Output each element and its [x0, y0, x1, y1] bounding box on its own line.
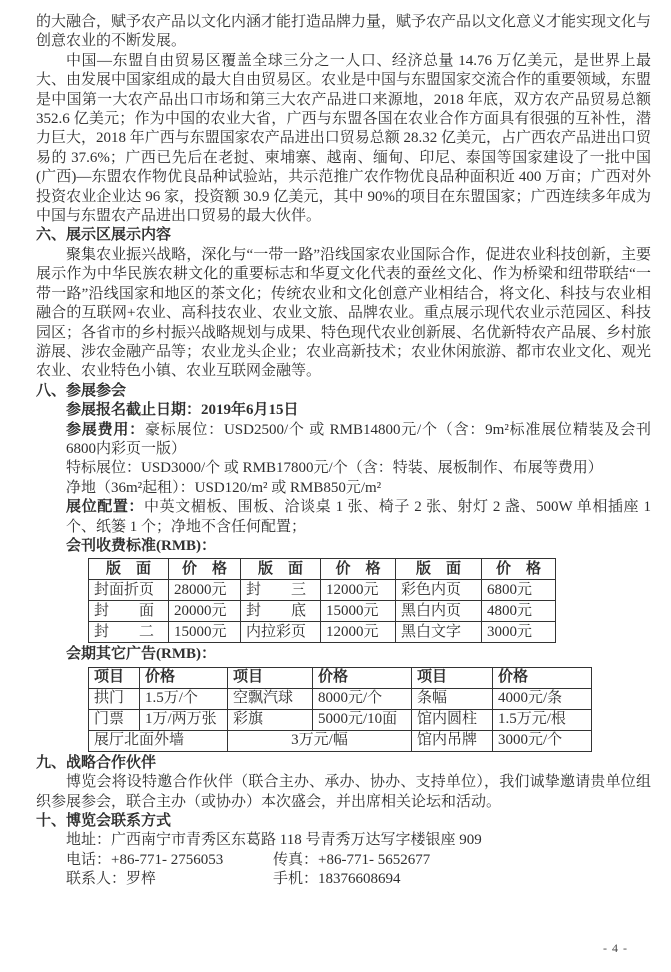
ads-table-caption: 会期其它广告(RMB)：	[66, 646, 216, 663]
table-cell: 1万/两万张	[140, 709, 228, 730]
table-cell: 内拉彩页	[241, 622, 321, 643]
table-cell: 拱门	[89, 688, 140, 709]
column-header: 版 面	[241, 559, 321, 580]
table-cell: 3000元	[482, 622, 556, 643]
table-cell: 4800元	[482, 601, 556, 622]
table-row	[89, 730, 592, 751]
table-cell-merged: 3万元/幅	[228, 730, 412, 751]
table-cell: 封 底	[241, 601, 321, 622]
contact-mobile: 手机：18376608694	[273, 871, 401, 888]
section-title-display-area: 六、展示区展示内容	[36, 227, 172, 244]
table-header-row	[89, 667, 592, 688]
contact-phone: 电话：+86-771- 2756053	[66, 851, 224, 868]
table-cell: 3000元/个	[493, 730, 592, 751]
table-cell: 封 面	[89, 601, 169, 622]
other-ads-price-table	[88, 667, 592, 752]
contact-fax: 传真：+86-771- 5652677	[273, 851, 431, 868]
table-row	[89, 622, 556, 643]
contact-person: 联系人：罗椊	[66, 871, 157, 888]
table-cell: 彩旗	[228, 709, 313, 730]
line-booth-config	[66, 498, 651, 537]
column-header: 价 格	[169, 559, 241, 580]
table-cell: 28000元	[169, 580, 241, 601]
contact-phone-fax-row	[66, 851, 651, 870]
section-partner-body: 博览会将设特邀合作伙伴（联合主办、承办、协办、支持单位），我们诚挚邀请贵单位组织参展参会，联合主办（或协办）本次盛会，并出席相关论坛和活动。	[36, 774, 651, 810]
catalog-table-caption: 会刊收费标准(RMB)：	[66, 537, 216, 554]
table-cell: 6800元	[482, 580, 556, 601]
contact-address-line: 地址：广西南宁市青秀区东葛路 118 号青秀万达写字楼银座 909	[66, 832, 482, 849]
table-cell: 20000元	[169, 601, 241, 622]
table-cell: 黑白内页	[396, 601, 482, 622]
column-header: 价 格	[482, 559, 556, 580]
paragraph-free-trade-zone: 中国—东盟自由贸易区覆盖全球三分之一人口、经济总量 14.76 万亿美元，是世界上最大、由发展中国家组成的最大自由贸易区。农业是中国与东盟国家交流合作的重要领域，东盟是中国第一大农产品出口市场和第三大农产品进口来源地，2018 年底，双方农产品贸易总额 352.6 亿美元；作为中国的农业大省，广西与东盟各国在农业合作方面具有很强的互补性，潜力巨大，2018 年广西与东盟国家农产品进出口贸易总额 28.32 亿美元，占广西农产品进出口贸易的 37.6%；广西已先后在老挝、柬埔寨、越南、缅甸、印尼、泰国等国家建设了一批中国(广西)—东盟农作物优良品种试验站，共示范推广农作物优良品种面积近 400 万亩；广西对外投资农业企业达 96 家，投资额 30.9 亿美元，其中 90%的项目在东盟国家；广西连续多年成为中国与东盟农产品进出口贸易的最大伙伴。	[36, 52, 652, 225]
table-cell: 黑白文字	[396, 622, 482, 643]
table-cell: 12000元	[321, 622, 396, 643]
column-header: 版 面	[89, 559, 169, 580]
line-special-booth: 特标展位：USD3000/个 或 RMB17800元/个（含：特装、展板制作、布展等费用）	[66, 460, 603, 477]
table-header-row	[89, 559, 556, 580]
table-cell: 封 三	[241, 580, 321, 601]
booth-config-text: 中英文楣板、围板、洽谈桌 1 张、椅子 2 张、射灯 2 盏、500W 单相插座 1 个、纸篓 1 个；净地不含任何配置；	[66, 499, 651, 535]
table-cell: 条幅	[412, 688, 493, 709]
booth-config-label: 展位配置：	[66, 499, 145, 516]
table-row	[89, 601, 556, 622]
paragraph-culture-tail: 的大融合，赋予农产品以文化内涵才能打造品牌力量，赋予农产品以文化意义才能实现文化与创意农业的不断发展。	[36, 14, 652, 50]
line-participation-fee	[66, 421, 651, 460]
table-cell: 5000元/10面	[313, 709, 412, 730]
line-raw-space: 净地（36m²起租）：USD120/m² 或 RMB850元/m²	[66, 479, 382, 496]
page-number: - 4 -	[603, 941, 628, 955]
section-title-contact: 十、博览会联系方式	[36, 813, 172, 829]
document-body	[36, 13, 651, 890]
table-cell: 1.5万元/根	[493, 709, 592, 730]
column-header: 版 面	[396, 559, 482, 580]
table-cell-merged: 展厅北面外墙	[89, 730, 228, 751]
table-cell: 封 二	[89, 622, 169, 643]
table-cell: 4000元/条	[493, 688, 592, 709]
column-header: 价 格	[321, 559, 396, 580]
table-cell: 彩色内页	[396, 580, 482, 601]
table-cell: 12000元	[321, 580, 396, 601]
table-row	[89, 688, 592, 709]
column-header: 价格	[493, 667, 592, 688]
table-cell: 馆内吊牌	[412, 730, 493, 751]
section-title-participation: 八、参展参会	[36, 382, 127, 399]
column-header: 价格	[140, 667, 228, 688]
table-cell: 8000元/个	[313, 688, 412, 709]
table-cell: 门票	[89, 709, 140, 730]
table-cell: 15000元	[321, 601, 396, 622]
table-cell: 15000元	[169, 622, 241, 643]
column-header: 价格	[313, 667, 412, 688]
section-title-strategic-partners: 九、战略合作伙伴	[36, 754, 157, 771]
table-row	[89, 580, 556, 601]
table-cell: 馆内圆柱	[412, 709, 493, 730]
table-cell: 1.5万/个	[140, 688, 228, 709]
section-display-body: 聚集农业振兴战略，深化与“一带一路”沿线国家农业国际合作，促进农业科技创新，主要展示作为中华民族农耕文化的重要标志和华夏文化代表的蚕丝文化、作为桥梁和纽带联结“一带一路”沿线国家和地区的茶文化；传统农业和文化创意产业相结合，将文化、科技与农业相融合的互联网+农业、高科技农业、农业文旅、品牌农业。重点展示现代农业示范园区、科技园区；各省市的乡村振兴战略规划与成果、特色现代农业创新展、名优新特农产品展、乡村旅游展、涉农金融产品等；农业龙头企业；农业高新技术；农业休闲旅游、都市农业文化、观光农业、农业特色小镇、农业互联网金融等。	[36, 246, 652, 380]
table-row	[89, 709, 592, 730]
contact-person-mobile-row	[66, 870, 651, 889]
column-header: 项目	[412, 667, 493, 688]
line-registration-deadline: 参展报名截止日期：2019年6月15日	[66, 402, 299, 419]
table-cell: 封面折页	[89, 580, 169, 601]
column-header: 项目	[89, 667, 140, 688]
fee-label: 参展费用：	[66, 421, 145, 438]
fee-text: 豪标展位：USD2500/个 或 RMB14800元/个（含：9m²标准展位精装及会刊6800内彩页一版）	[66, 421, 651, 457]
catalog-price-table	[88, 558, 556, 643]
column-header: 项目	[228, 667, 313, 688]
table-cell: 空飘汽球	[228, 688, 313, 709]
